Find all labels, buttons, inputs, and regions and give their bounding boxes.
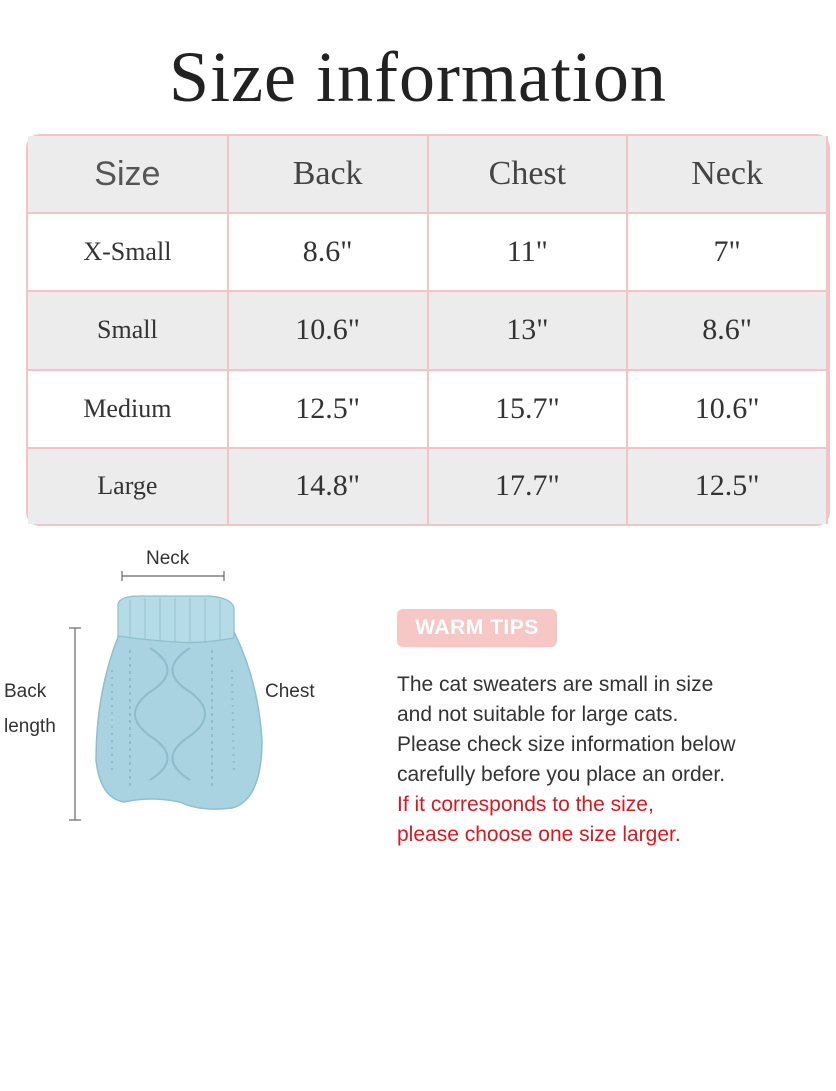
warm-tips-text xyxy=(397,670,797,850)
back-cell: 12.5" xyxy=(228,370,428,448)
tip-line: Please check size information below xyxy=(397,733,736,756)
sweater-collar xyxy=(118,596,234,643)
page-title: Size information xyxy=(169,37,667,117)
table-row xyxy=(28,213,827,291)
neck-cell: 12.5" xyxy=(627,448,827,524)
measurement-diagram xyxy=(0,540,360,840)
back-cell: 8.6" xyxy=(228,213,428,291)
tip-line: carefully before you place an order. xyxy=(397,763,726,786)
chest-cell: 11" xyxy=(428,213,628,291)
header-size: Size xyxy=(28,136,228,213)
neck-cell: 7" xyxy=(627,213,827,291)
size-cell: X-Small xyxy=(28,213,228,291)
neck-cell: 8.6" xyxy=(627,291,827,369)
table-row xyxy=(28,291,827,369)
back-length-label-line2: length xyxy=(4,716,56,737)
back-length-measure-line xyxy=(69,628,81,820)
chest-label: Chest xyxy=(265,681,315,702)
table-row xyxy=(28,448,827,524)
size-cell: Small xyxy=(28,291,228,369)
neck-label: Neck xyxy=(146,548,190,569)
header-back: Back xyxy=(228,136,428,213)
back-length-label-line1: Back xyxy=(4,681,47,702)
neck-measure-line xyxy=(122,571,224,581)
size-table-container xyxy=(26,134,830,526)
tip-line: and not suitable for large cats. xyxy=(397,703,679,726)
warning-line: please choose one size larger. xyxy=(397,823,681,846)
table-row xyxy=(28,370,827,448)
header-neck: Neck xyxy=(627,136,827,213)
size-cell: Medium xyxy=(28,370,228,448)
size-cell: Large xyxy=(28,448,228,524)
header-chest: Chest xyxy=(428,136,628,213)
chest-cell: 13" xyxy=(428,291,628,369)
back-cell: 10.6" xyxy=(228,291,428,369)
back-cell: 14.8" xyxy=(228,448,428,524)
sweater-illustration xyxy=(0,540,360,840)
table-header-row xyxy=(28,136,827,213)
chest-cell: 17.7" xyxy=(428,448,628,524)
size-table xyxy=(28,136,828,524)
chest-cell: 15.7" xyxy=(428,370,628,448)
tip-line: The cat sweaters are small in size xyxy=(397,673,714,696)
warning-line: If it corresponds to the size, xyxy=(397,793,654,816)
neck-cell: 10.6" xyxy=(627,370,827,448)
warm-tips-badge: WARM TIPS xyxy=(397,609,557,647)
